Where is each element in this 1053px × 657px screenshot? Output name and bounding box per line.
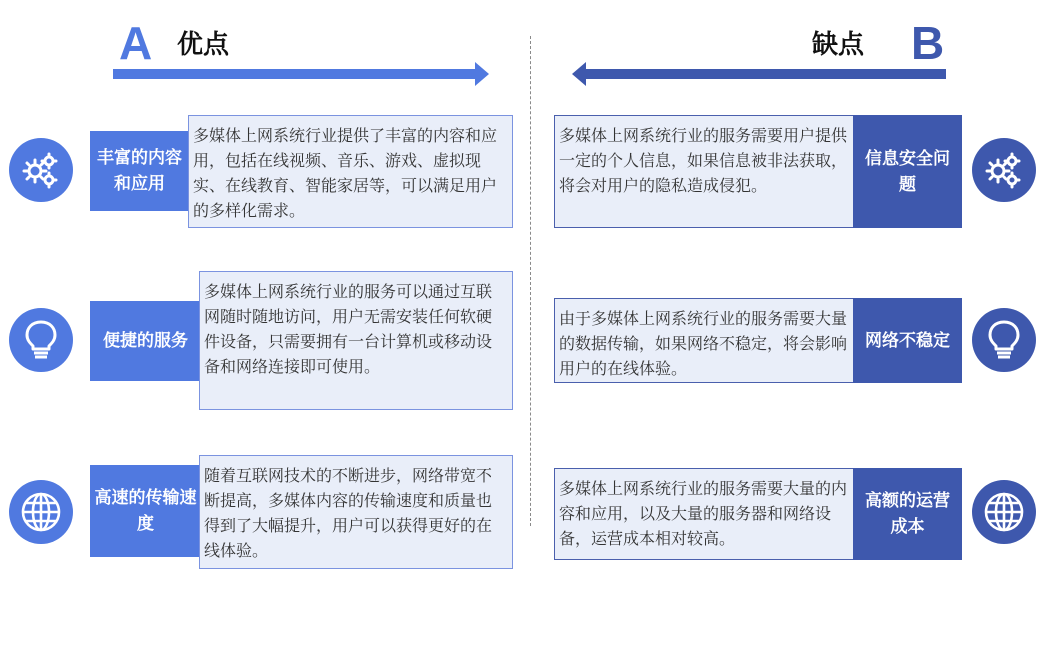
advantage-2-desc: 多媒体上网系统行业的服务可以通过互联网随时随地访问，用户无需安装任何软硬件设备，只需要拥有一台计算机或移动设备和网络连接即可使用。 bbox=[199, 271, 513, 410]
disadvantage-3-icon-circle bbox=[972, 480, 1036, 544]
advantage-3-desc: 随着互联网技术的不断进步，网络带宽不断提高，多媒体内容的传输速度和质量也得到了大幅提升，用户可以获得更好的在线体验。 bbox=[199, 455, 513, 569]
center-divider bbox=[530, 36, 531, 526]
disadvantage-1-label: 信息安全问题 bbox=[853, 115, 962, 228]
advantages-arrow bbox=[113, 60, 491, 90]
gears-icon bbox=[983, 149, 1025, 191]
globe-icon bbox=[982, 490, 1026, 534]
disadvantage-2-desc: 由于多媒体上网系统行业的服务需要大量的数据传输，如果网络不稳定，将会影响用户的在线体验。 bbox=[554, 298, 855, 383]
disadvantage-2-icon-circle bbox=[972, 308, 1036, 372]
disadvantages-letter: B bbox=[911, 17, 945, 69]
disadvantage-1-desc: 多媒体上网系统行业的服务需要用户提供一定的个人信息，如果信息被非法获取，将会对用户的隐私造成侵犯。 bbox=[554, 115, 855, 228]
advantage-3-label: 高速的传输速度 bbox=[90, 465, 201, 557]
disadvantages-heading: 缺点 bbox=[812, 30, 865, 60]
disadvantage-3-label: 高额的运营成本 bbox=[853, 468, 962, 560]
advantage-1-desc: 多媒体上网系统行业提供了丰富的内容和应用，包括在线视频、音乐、游戏、虚拟现实、在线教育、智能家居等，可以满足用户的多样化需求。 bbox=[188, 115, 513, 228]
advantage-3-icon-circle bbox=[9, 480, 73, 544]
lightbulb-icon bbox=[21, 318, 61, 362]
disadvantage-2-label: 网络不稳定 bbox=[853, 298, 962, 383]
disadvantages-arrow bbox=[570, 60, 948, 90]
advantages-heading: 优点 bbox=[177, 30, 230, 60]
advantage-2-icon-circle bbox=[9, 308, 73, 372]
advantage-1-label: 丰富的内容和应用 bbox=[90, 131, 189, 211]
lightbulb-icon bbox=[984, 318, 1024, 362]
advantage-2-label: 便捷的服务 bbox=[90, 301, 201, 381]
advantages-letter: A bbox=[119, 17, 153, 69]
disadvantage-3-desc: 多媒体上网系统行业的服务需要大量的内容和应用，以及大量的服务器和网络设备，运营成本相对较高。 bbox=[554, 468, 855, 560]
gears-icon bbox=[20, 149, 62, 191]
globe-icon bbox=[19, 490, 63, 534]
advantage-1-icon-circle bbox=[9, 138, 73, 202]
disadvantage-1-icon-circle bbox=[972, 138, 1036, 202]
